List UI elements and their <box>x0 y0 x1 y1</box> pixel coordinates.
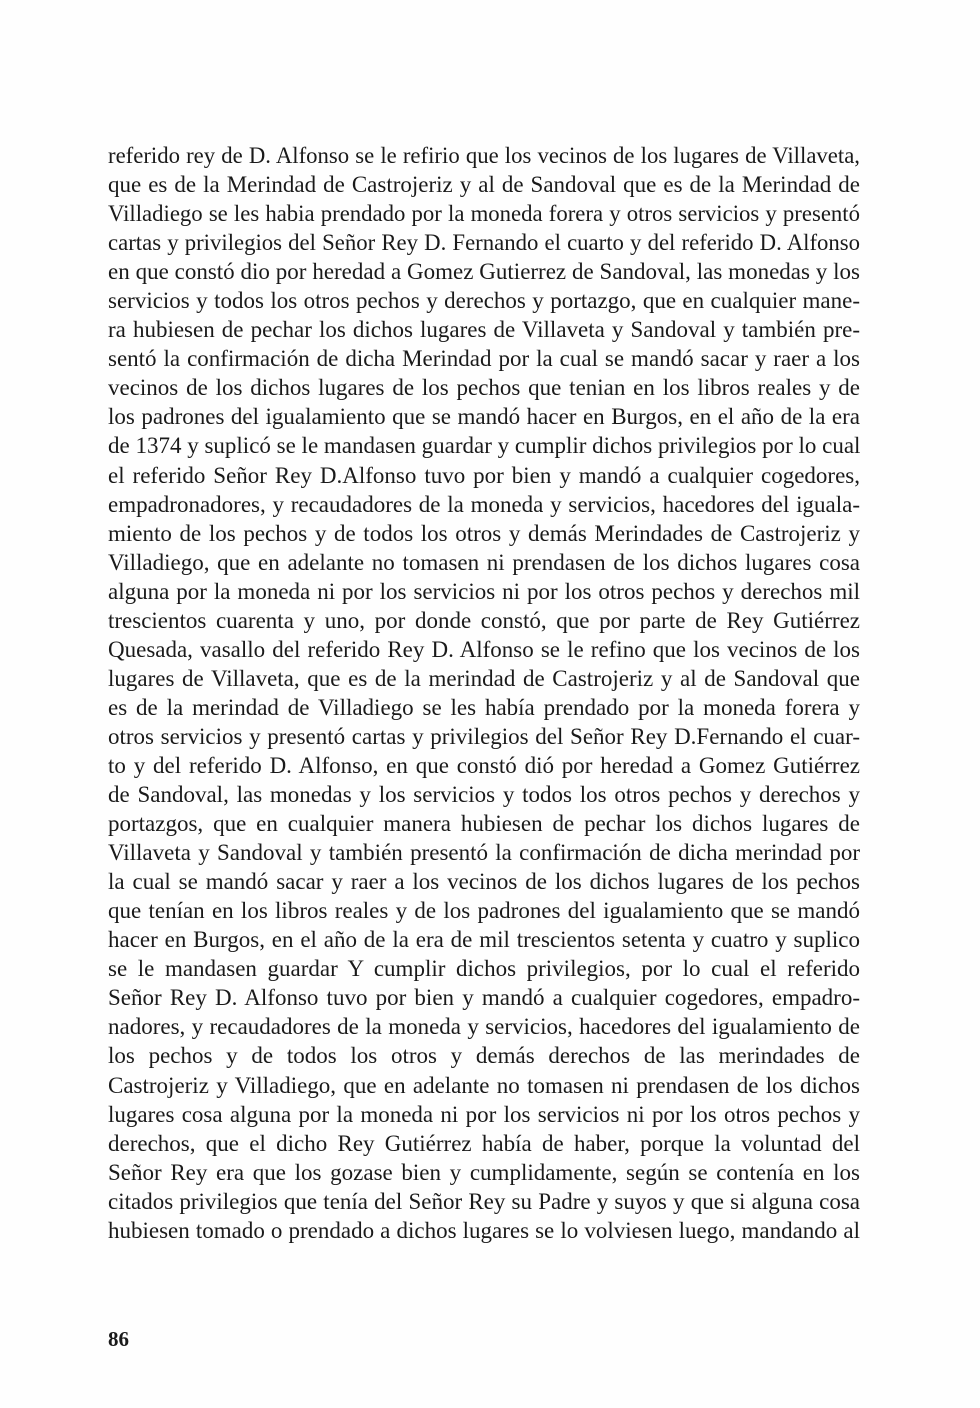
text-line: Señor Rey era que los gozase bien y cumplidamente, según se contenía en los <box>108 1159 860 1185</box>
page-number: 86 <box>108 1327 129 1351</box>
text-line: nadores, y recaudadores de la moneda y servicios, hacedores del igualamiento de <box>108 1014 860 1040</box>
text-line: en que constó dio por heredad a Gomez Gutierrez de Sandoval, las monedas y los <box>108 259 860 285</box>
text-line: empadronadores, y recaudadores de la moneda y servicios, hacedores del iguala- <box>108 491 860 517</box>
text-line: trescientos cuarenta y uno, por donde constó, que por parte de Rey Gutiérrez <box>108 607 860 633</box>
text-line: Villaveta y Sandoval y también presentó la confirmación de dicha merindad por <box>108 840 860 866</box>
text-line: que es de la Merindad de Castrojeriz y al de Sandoval que es de la Merindad de <box>108 172 860 198</box>
text-line: hubiesen tomado o prendado a dichos lugares se lo volviesen luego, mandando al <box>108 1217 860 1243</box>
text-line: de Sandoval, las monedas y los servicios y todos los otros pechos y derechos y <box>108 782 860 808</box>
body-text <box>108 141 860 1245</box>
text-line: el referido Señor Rey D.Alfonso tuvo por bien y mandó a cualquier cogedores, <box>108 462 860 488</box>
text-line: hacer en Burgos, en el año de la era de mil trescientos setenta y cuatro y suplico <box>108 927 860 953</box>
text-line: se le mandasen guardar Y cumplir dichos privilegios, por lo cual el referido <box>108 956 860 982</box>
text-line: miento de los pechos y de todos los otros y demás Merindades de Castrojeriz y <box>108 520 860 546</box>
text-line: servicios y todos los otros pechos y derechos y portazgo, que en cualquier mane- <box>108 288 860 314</box>
text-line: Villadiego, que en adelante no tomasen ni prendasen de los dichos lugares cosa <box>108 549 860 575</box>
text-line: Castrojeriz y Villadiego, que en adelante no tomasen ni prendasen de los dichos <box>108 1072 860 1098</box>
text-line: sentó la confirmación de dicha Merindad por la cual se mandó sacar y raer a los <box>108 346 860 372</box>
text-line: Villadiego se les habia prendado por la moneda forera y otros servicios y presentó <box>108 201 860 227</box>
text-line: citados privilegios que tenía del Señor Rey su Padre y suyos y que si alguna cosa <box>108 1188 860 1214</box>
text-line: ra hubiesen de pechar los dichos lugares de Villaveta y Sandoval y también pre- <box>108 317 860 343</box>
text-line: otros servicios y presentó cartas y privilegios del Señor Rey D.Fernando el cuar- <box>108 723 860 749</box>
text-line: derechos, que el dicho Rey Gutiérrez había de haber, porque la voluntad del <box>108 1130 860 1156</box>
text-line: Señor Rey D. Alfonso tuvo por bien y mandó a cualquier cogedores, empadro- <box>108 985 860 1011</box>
text-line: lugares cosa alguna por la moneda ni por los servicios ni por los otros pechos y <box>108 1101 860 1127</box>
text-line: referido rey de D. Alfonso se le refirio que los vecinos de los lugares de Villaveta, <box>108 143 860 168</box>
text-line: que tenían en los libros reales y de los padrones del igualamiento que se mandó <box>108 898 860 924</box>
text-line: lugares de Villaveta, que es de la merindad de Castrojeriz y al de Sandoval que <box>108 665 860 691</box>
text-line: alguna por la moneda ni por los servicios ni por los otros pechos y derechos mil <box>108 578 860 604</box>
text-line: Quesada, vasallo del referido Rey D. Alfonso se le refino que los vecinos de los <box>108 636 860 662</box>
text-line: la cual se mandó sacar y raer a los vecinos de los dichos lugares de los pechos <box>108 869 860 895</box>
text-line: los pechos y de todos los otros y demás derechos de las merindades de <box>108 1043 860 1069</box>
text-line: es de la merindad de Villadiego se les había prendado por la moneda forera y <box>108 694 860 720</box>
text-line: los padrones del igualamiento que se mandó hacer en Burgos, en el año de la era <box>108 404 860 430</box>
text-line: cartas y privilegios del Señor Rey D. Fernando el cuarto y del referido D. Alfonso <box>108 230 860 256</box>
text-line: portazgos, que en cualquier manera hubiesen de pechar los dichos lugares de <box>108 811 860 837</box>
text-line: vecinos de los dichos lugares de los pechos que tenian en los libros reales y de <box>108 375 860 401</box>
text-line: to y del referido D. Alfonso, en que constó dió por heredad a Gomez Gutiérrez <box>108 752 860 778</box>
text-line: de 1374 y suplicó se le mandasen guardar y cumplir dichos privilegios por lo cual <box>108 433 861 459</box>
